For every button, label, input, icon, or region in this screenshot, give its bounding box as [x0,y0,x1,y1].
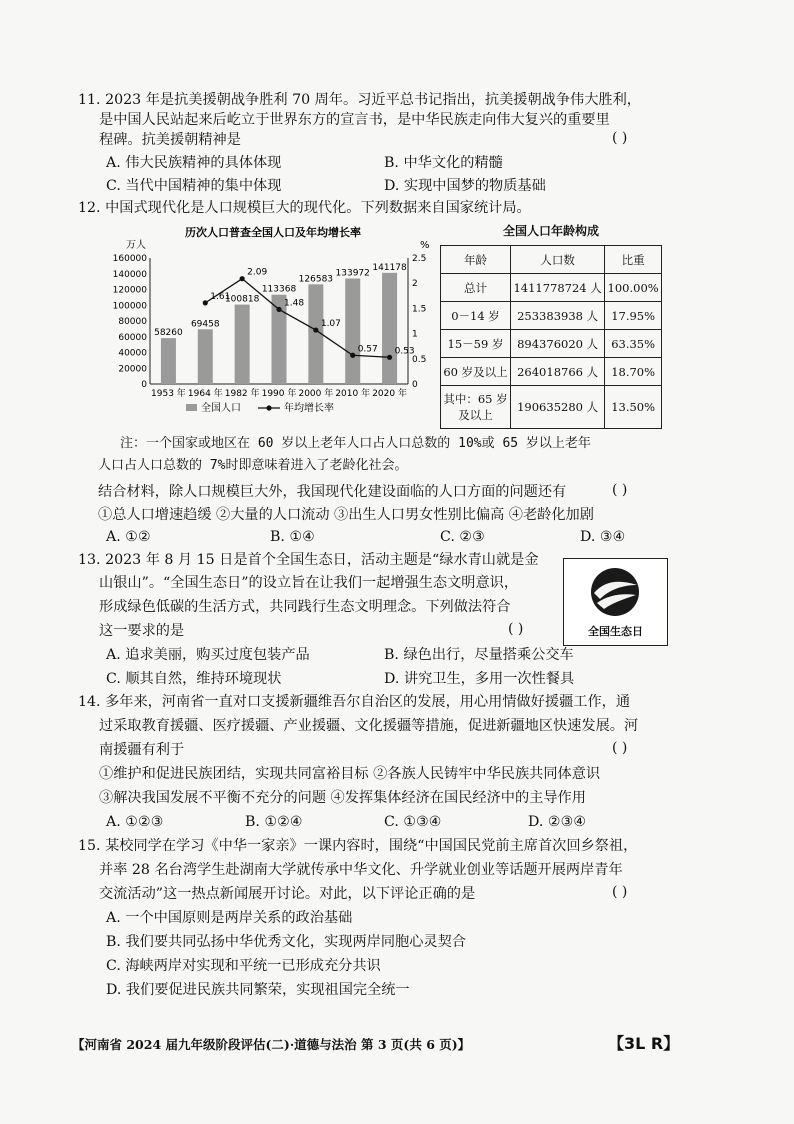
q11-stem-line3: 程碑。抗美援朝精神是 [99,132,241,148]
q11-option-a[interactable]: A. 伟大民族精神的具体体现 [106,155,282,171]
chart-left-tick-label: 140000 [112,269,147,280]
table-header-row [441,246,662,274]
table-row [441,386,662,429]
chart-left-tick-label: 60000 [118,332,147,343]
q12-note-line2: 人口占人口总数的 7%时即意味着进入了老龄化社会。 [98,458,408,473]
table-row [441,330,662,358]
table-cell-ratio: 18.70% [605,358,662,386]
chart-x-tick-label: 1964 年 [187,389,223,399]
q13-option-b[interactable]: B. 绿色出行，尽量搭乘公交车 [384,647,574,663]
chart-right-tick-label: 1.5 [412,304,427,315]
q15-option-c[interactable]: C. 海峡两岸对实现和平统一已形成充分共识 [106,958,381,974]
chart-bar [345,278,360,384]
table-cell-ratio: 100.00% [605,274,662,302]
q12-stem-question: 结合材料，除人口规模巨大外，我国现代化建设面临的人口方面的问题还有 [98,484,567,500]
q13-option-d[interactable]: D. 讲究卫生，多用一次性餐具 [384,671,575,687]
chart-left-tick-label: 0 [141,380,147,390]
table-row [441,274,662,302]
chart-x-tick-label: 2010 年 [335,389,371,399]
table-cell-ratio: 17.95% [605,302,662,330]
table-cell-age-line2: 及以上 [458,408,493,422]
chart-right-tick-label: 2 [412,279,418,290]
q14-stem-line2: 过采取教育援疆、医疗援疆、产业援疆、文化援疆等措施，促进新疆地区快速发展。河 [99,718,639,734]
chart-bar [235,305,250,384]
q11-option-d[interactable]: D. 实现中国梦的物质基础 [384,178,546,194]
chart-bar-value-label: 58260 [154,328,183,339]
q13-stem-line1: 13. 2023 年 8 月 15 日是首个全国生态日，活动主题是“绿水青山就是金 [78,552,539,568]
q12-option-c[interactable]: C. ②③ [440,529,485,545]
q12-option-a[interactable]: A. ①② [106,529,151,545]
table-cell-age: 0－14 岁 [441,302,511,330]
q13-option-a[interactable]: A. 追求美丽，购买过度包装产品 [106,647,310,663]
chart-left-tick-label: 40000 [118,348,147,359]
q15-option-a[interactable]: A. 一个中国原则是两岸关系的政治基础 [106,910,353,926]
q14-stem-line1: 14. 多年来，河南省一直对口支援新疆维吾尔自治区的发展，用心用情做好援疆工作，通 [78,694,631,710]
table-cell-age: 15－59 岁 [441,330,511,358]
table-cell-age-line1: 其中：65 岁 [443,392,508,406]
table-cell-age: 60 岁及以上 [441,358,511,386]
q12-statements: ①总人口增速趋缓 ②大量的人口流动 ③出生人口男女性别比偏高 ④老龄化加剧 [98,507,594,523]
chart-growth-point [350,353,355,358]
q12-answer-paren[interactable]: ( ) [612,482,628,498]
chart-right-tick-label: 0.5 [412,354,427,365]
chart-growth-value-label: 1.48 [284,298,305,309]
legend-population-label: 全国人口 [201,403,241,414]
q14-statements-line2: ③解决我国发展不平衡不充分的问题 ④发挥集体经济在国民经济中的主导作用 [99,790,586,806]
q15-option-d[interactable]: D. 我们要促进民族共同繁荣，实现祖国完全统一 [106,982,410,998]
table-cell-ratio: 63.35% [605,330,662,358]
q14-stem-line3: 南援疆有利于 [99,742,185,758]
q11-stem-line1: 11. 2023 年是抗美援朝战争胜利 70 周年。习近平总书记指出，抗美援朝战争伟大胜利， [78,92,641,108]
chart-growth-point [203,300,208,305]
q12-stem-line1: 12. 中国式现代化是人口规模巨大的现代化。下列数据来自国家统计局。 [78,200,531,216]
q14-statements-line1: ①维护和促进民族团结，实现共同富裕目标 ②各族人民铸牢中华民族共同体意识 [99,766,601,782]
chart-title: 历次人口普查全国人口及年均增长率 [185,226,361,239]
table-cell-count: 1411778724 人 [510,274,604,302]
q11-option-b[interactable]: B. 中华文化的精髓 [384,155,503,171]
chart-growth-point [313,327,318,332]
q12-option-b[interactable]: B. ①④ [270,529,315,545]
table-cell-count: 253383938 人 [510,302,604,330]
table-cell-count: 264018766 人 [510,358,604,386]
chart-bar-value-label: 133972 [335,268,370,279]
chart-right-tick-label: 2.5 [412,254,427,264]
q15-option-b[interactable]: B. 我们要共同弘扬中华优秀文化，实现两岸同胞心灵契合 [106,934,466,950]
chart-x-tick-label: 1990 年 [261,389,297,399]
table-cell-ratio: 13.50% [605,386,662,429]
population-chart-svg [108,222,438,422]
age-table-title: 全国人口年龄构成 [502,224,599,238]
chart-right-tick-label: 0 [412,380,418,390]
table-row [441,302,662,330]
chart-growth-point [387,355,392,360]
q14-option-b[interactable]: B. ①②④ [245,814,303,830]
q14-answer-paren[interactable]: ( ) [612,740,628,756]
q15-stem-line3: 交流活动”这一热点新闻展开讨论。对此，以下评论正确的是 [99,886,476,902]
q14-option-d[interactable]: D. ②③④ [528,814,587,830]
table-cell-count: 190635280 人 [510,386,604,429]
q12-option-d[interactable]: D. ③④ [580,529,626,545]
chart-growth-value-label: 1.07 [320,319,341,330]
chart-x-tick-label: 1953 年 [151,389,186,399]
chart-left-tick-label: 160000 [112,254,147,264]
chart-bar-value-label: 126583 [298,274,334,285]
q11-stem-line2: 是中国人民站起来后屹立于世界东方的宣言书，是中华民族走向伟大复兴的重要里 [99,112,610,128]
q11-answer-paren[interactable]: ( ) [612,130,628,146]
q13-stem-line4: 这一要求的是 [99,623,185,639]
q11-option-c[interactable]: C. 当代中国精神的集中体现 [106,178,282,194]
chart-x-tick-label: 1982 年 [224,389,260,399]
chart-bar-value-label: 113368 [261,284,297,295]
table-cell-age: 总计 [441,274,511,302]
chart-left-tick-label: 80000 [118,317,147,327]
chart-growth-value-label: 1.61 [210,291,231,302]
age-structure-table-block [440,222,662,422]
ecology-day-logo-text: 全国生态日 [588,625,643,638]
chart-x-tick-label: 2000 年 [298,389,334,399]
q13-stem-line2: 山银山”。“全国生态日”的设立旨在让我们一起增强生态文明意识， [99,575,519,591]
chart-growth-point [240,276,245,281]
chart-left-tick-label: 100000 [112,301,147,312]
chart-growth-value-label: 0.57 [357,344,378,355]
q13-answer-paren[interactable]: ( ) [508,621,524,637]
paper-code: 【3L R】 [608,1034,680,1053]
q12-note-line1: 注：一个国家或地区在 60 岁以上老年人口占人口总数的 10%或 65 岁以上老年 [120,436,591,451]
table-header-ratio: 比重 [605,246,662,274]
age-structure-table [440,245,662,429]
chart-x-tick-label: 2020 年 [372,389,407,399]
chart-bar-value-label: 141178 [372,262,407,273]
chart-bar-value-label: 100818 [224,294,260,305]
table-row [441,358,662,386]
table-cell-count: 894376020 人 [510,330,604,358]
q13-option-c[interactable]: C. 顺其自然，维持环境现状 [106,671,282,687]
q13-stem-line3: 形成绿色低碳的生活方式，共同践行生态文明理念。下列做法符合 [99,599,511,615]
chart-growth-value-label: 2.09 [247,267,268,278]
page-footer: 【河南省 2024 届九年级阶段评估(二)·道德与法治 第 3 页(共 6 页)】 [72,1037,471,1052]
chart-left-tick-label: 20000 [118,364,147,375]
chart-left-axis-unit: 万人 [126,240,146,251]
q15-stem-line2: 并率 28 名台湾学生赴湖南大学就传承中华文化、升学就业创业等话题开展两岸青年 [99,862,623,878]
q14-option-c[interactable]: C. ①③④ [384,814,442,830]
chart-right-axis-unit: % [420,240,430,251]
chart-left-tick-label: 120000 [112,285,147,296]
q15-answer-paren[interactable]: ( ) [612,884,628,900]
ecology-day-emblem-icon [564,559,667,623]
table-header-count: 人口数 [510,246,604,274]
q15-stem-line1: 15. 某校同学在学习《中华一家亲》一课内容时，围绕“中国国民党前主席首次回乡祭祖， [78,838,638,854]
q14-option-a[interactable]: A. ①②③ [106,814,164,830]
legend-bar-swatch [186,404,197,411]
population-chart [108,222,438,422]
chart-bar [161,338,176,384]
chart-growth-point [276,307,281,312]
table-header-age: 年龄 [441,246,511,274]
legend-line-marker [266,405,271,410]
chart-bar [198,329,213,384]
chart-growth-value-label: 0.53 [394,346,415,357]
chart-right-tick-label: 1 [412,329,418,340]
legend-growth-label: 年均增长率 [284,403,334,414]
chart-bar [382,273,397,384]
chart-bar-value-label: 69458 [190,319,220,330]
national-ecology-day-logo [563,558,668,646]
table-cell-age [441,386,511,429]
